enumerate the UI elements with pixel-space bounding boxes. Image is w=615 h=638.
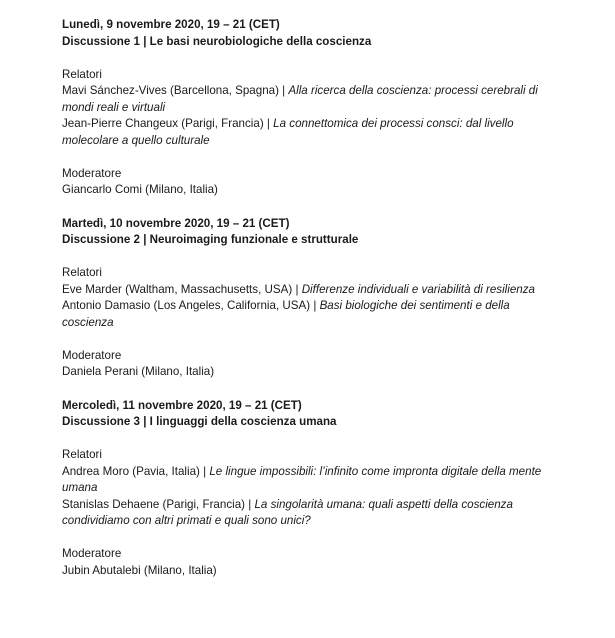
talk-title: Alla ricerca della coscienza: processi cerebrali di mondi reali e virtuali — [62, 84, 538, 114]
session-3 — [62, 398, 552, 580]
speaker-name: Eve Marder (Waltham, Massachusetts, USA) | — [62, 282, 302, 296]
speaker-entry — [62, 83, 552, 116]
moderator-label: Moderatore — [62, 166, 122, 180]
talk-title: Differenze individuali e variabilità di resilienza — [301, 282, 535, 296]
speaker-entry — [62, 282, 552, 299]
talk-title: Basi biologiche dei sentimenti e della coscienza — [62, 299, 510, 329]
speaker-entry — [62, 298, 552, 331]
speaker-name: Andrea Moro (Pavia, Italia) | — [62, 464, 210, 478]
speaker-name: Antonio Damasio (Los Angeles, California, USA) | — [62, 299, 320, 312]
session-date: Martedì, 10 novembre 2020, 19 – 21 (CET) — [62, 216, 290, 230]
talk-title: Le lingue impossibili: l’infinito come impronta digitale della mente umana — [62, 464, 542, 494]
session-1 — [62, 17, 552, 199]
speakers-label: Relatori — [62, 67, 102, 81]
speaker-name: Stanislas Dehaene (Parigi, Francia) | — [62, 497, 255, 511]
session-title: Discussione 3 | I linguaggi della coscienza umana — [62, 415, 337, 428]
moderator-name: Daniela Perani (Milano, Italia) — [62, 365, 215, 378]
talk-title: La connettomica dei processi consci: dal livello molecolare a quello culturale — [62, 117, 514, 147]
speaker-entry — [62, 116, 552, 149]
speaker-entry — [62, 464, 552, 497]
moderator-name: Giancarlo Comi (Milano, Italia) — [62, 183, 218, 196]
session-date: Lunedì, 9 novembre 2020, 19 – 21 (CET) — [62, 18, 280, 31]
moderator-label: Moderatore — [62, 348, 122, 362]
session-2 — [62, 216, 552, 381]
program-document — [62, 17, 552, 579]
session-date: Mercoledì, 11 novembre 2020, 19 – 21 (CET) — [62, 398, 302, 412]
speakers-label: Relatori — [62, 448, 102, 461]
talk-title: La singolarità umana: quali aspetti della coscienza condividiamo con altri primati e quali sono unici? — [62, 497, 513, 527]
speaker-entry — [62, 497, 552, 530]
speaker-name: Jean-Pierre Changeux (Parigi, Francia) | — [62, 117, 274, 130]
moderator-name: Jubin Abutalebi (Milano, Italia) — [62, 563, 217, 577]
speakers-label: Relatori — [62, 266, 102, 279]
speaker-name: Mavi Sánchez-Vives (Barcellona, Spagna) | — [62, 84, 289, 97]
session-title: Discussione 2 | Neuroimaging funzionale e strutturale — [62, 233, 359, 246]
moderator-label: Moderatore — [62, 547, 122, 560]
session-title: Discussione 1 | Le basi neurobiologiche della coscienza — [62, 34, 372, 48]
